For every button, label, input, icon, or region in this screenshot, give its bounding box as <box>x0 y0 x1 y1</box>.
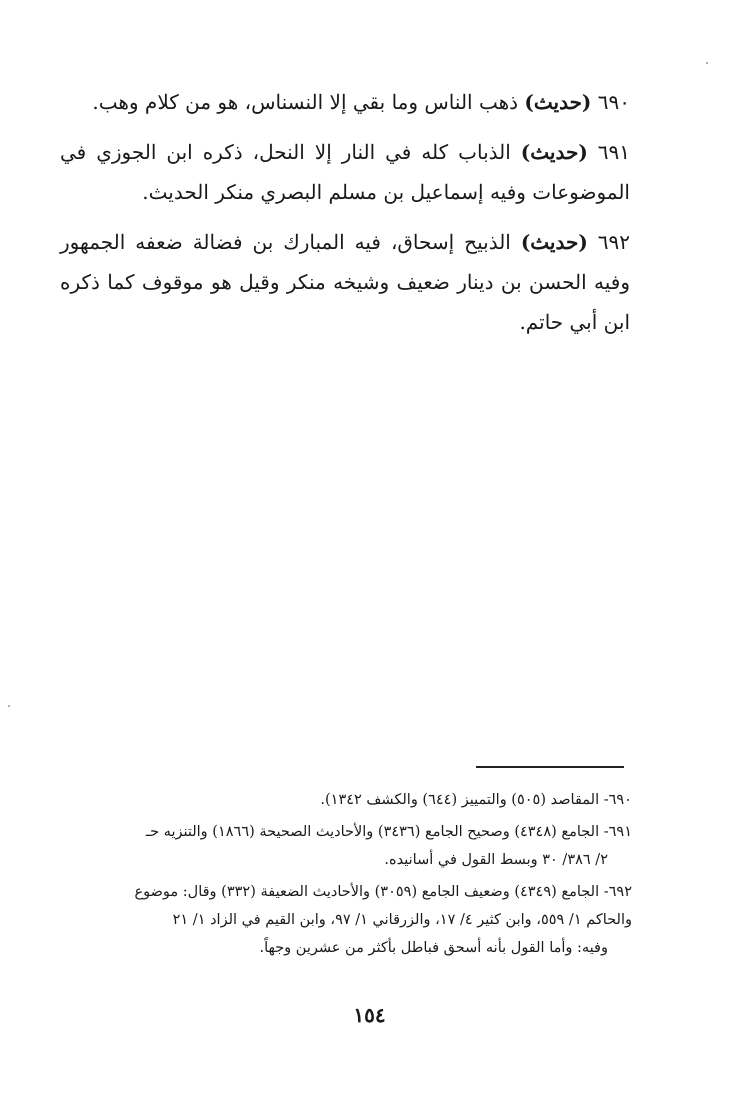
footnote-690 <box>62 786 632 814</box>
hadith-label: (حديث) <box>520 230 588 254</box>
footnote-line: ٦٩١- الجامع (٤٣٤٨) وصحيح الجامع (٣٤٣٦) والأحاديث الصحيحة (١٨٦٦) والتنزيه حـ <box>145 824 632 840</box>
footnote-line: ٦٩٠- المقاصد (٥٠٥) والتمييز (٦٤٤) والكشف ١٣٤٢). <box>320 792 632 808</box>
entry-text: الذبيح إسحاق، فيه المبارك بن فضالة ضعفه الجمهور وفيه الحسن بن دينار ضعيف وشيخه منكر وقيل هو موقوف كما ذكره ابن أبي حاتم. <box>60 230 630 334</box>
hadith-entry-691 <box>60 132 630 212</box>
footnote-divider <box>476 766 624 768</box>
entry-text: الذباب كله في النار إلا النحل، ذكره ابن الجوزي في الموضوعات وفيه إسماعيل بن مسلم البصري منكر الحديث. <box>60 140 630 204</box>
hadith-label: (حديث) <box>520 140 588 164</box>
footnote-line: وفيه: وأما القول بأنه أسحق فباطل بأكثر من عشرين وجهاً. <box>259 940 608 956</box>
hadith-entry-692 <box>60 222 630 342</box>
entry-number: ٦٩٢ <box>597 230 631 254</box>
entry-number: ٦٩١ <box>597 140 631 164</box>
page-number: ١٥٤ <box>353 1003 386 1027</box>
footnote-691 <box>62 818 632 874</box>
footnotes <box>62 786 632 966</box>
entry-number: ٦٩٠ <box>597 90 630 114</box>
hadith-entry-690 <box>60 82 630 122</box>
hadith-label: (حديث) <box>524 90 592 114</box>
footnote-692 <box>62 878 632 962</box>
entry-text: ذهب الناس وما بقي إلا النسناس، هو من كلام وهب. <box>92 90 519 114</box>
scan-speck <box>8 705 10 707</box>
footnote-line: ٦٩٢- الجامع (٤٣٤٩) وضعيف الجامع (٣٠٥٩) والأحاديث الضعيفة (٣٣٢) وقال: موضوع <box>134 884 632 900</box>
footnote-line: والحاكم ١/ ٥٥٩، وابن كثير ٤/ ١٧، والزرقاني ١/ ٩٧، وابن القيم في الزاد ١/ ٢١ <box>172 912 632 928</box>
main-text <box>60 82 630 352</box>
scan-speck <box>706 62 708 64</box>
footnote-line: ٢/ ٣٨٦/ ٣٠ وبسط القول في أسانيده. <box>384 852 608 868</box>
